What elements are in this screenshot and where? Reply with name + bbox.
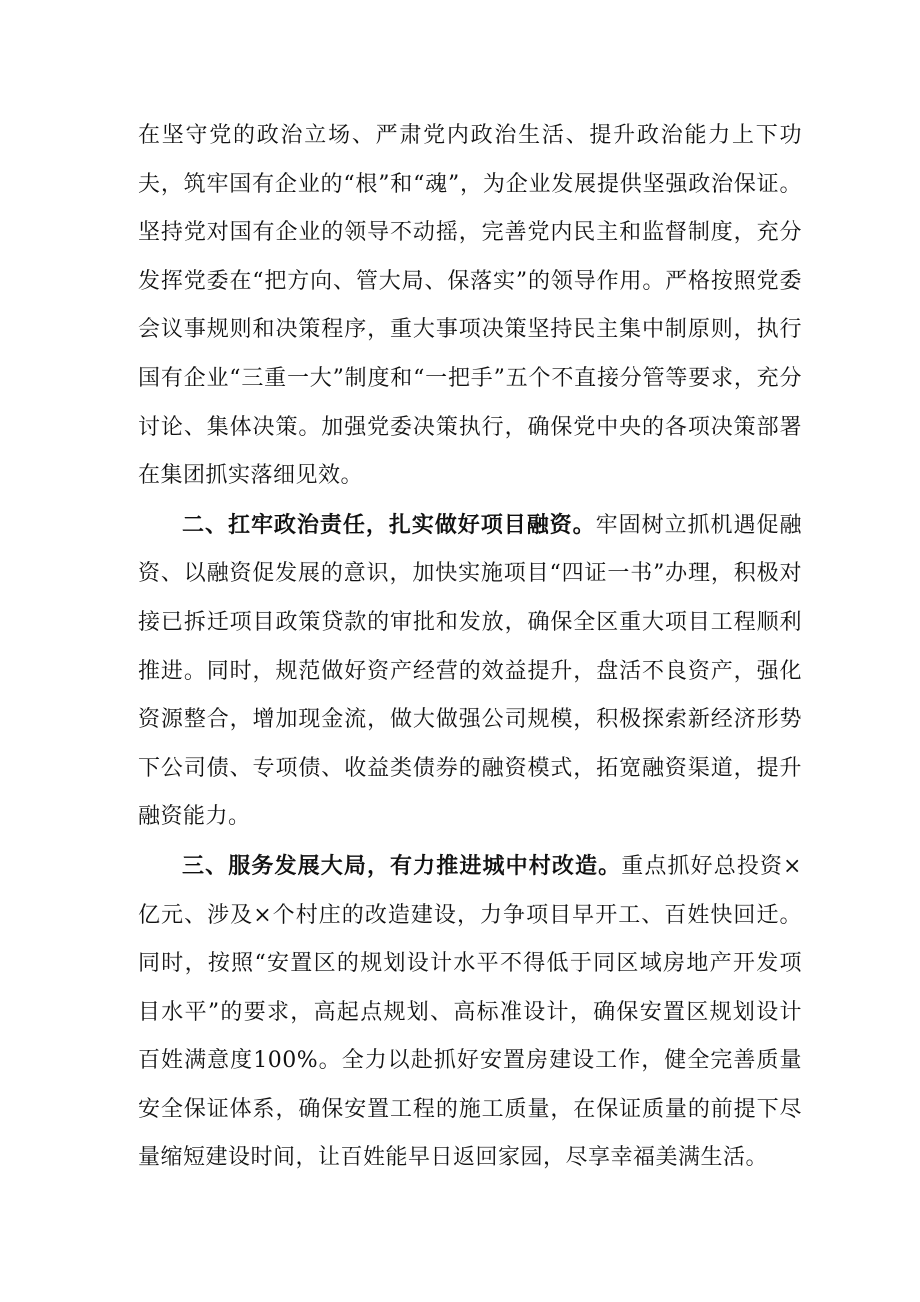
- paragraph-continuation: [138, 112, 802, 501]
- paragraph-section-three: [138, 842, 802, 1183]
- paragraph-text: 重点抓好总投资×亿元、涉及×个村庄的改造建设，力争项目早开工、百姓快回迁。同时，按照“安置区的规划设计水平不得低于同区域房地产开发项目水平”的要求，高起点规划、高标准设计，确保安置区规划设计百姓满意度100%。全力以赴抓好安置房建设工作，健全完善质量安全保证体系，确保安置工程的施工质量，在保证质量的前提下尽量缩短建设时间，让百姓能早日返回家园，尽享幸福美满生活。: [138, 853, 802, 1171]
- section-heading: 三、服务发展大局，有力推进城中村改造。: [182, 852, 622, 879]
- paragraph-section-two: [138, 501, 802, 842]
- paragraph-text: 牢固树立抓机遇促融资、以融资促发展的意识，加快实施项目“四证一书”办理，积极对接已拆迁项目政策贷款的审批和发放，确保全区重大项目工程顺利推进。同时，规范做好资产经营的效益提升，盘活不良资产，强化资源整合，增加现金流，做大做强公司规模，积极探索新经济形势下公司债、专项债、收益类债券的融资模式，拓宽融资渠道，提升融资能力。: [138, 512, 802, 830]
- document-body: [138, 112, 802, 1183]
- section-heading: 二、扛牢政治责任，扎实做好项目融资。: [182, 511, 596, 538]
- paragraph-text: 在坚守党的政治立场、严肃党内政治生活、提升政治能力上下功夫，筑牢国有企业的“根”和“魂”，为企业发展提供坚强政治保证。坚持党对国有企业的领导不动摇，完善党内民主和监督制度，充分发挥党委在“把方向、管大局、保落实”的领导作用。严格按照党委会议事规则和决策程序，重大事项决策坚持民主集中制原则，执行国有企业“三重一大”制度和“一把手”五个不直接分管等要求，充分讨论、集体决策。加强党委决策执行，确保党中央的各项决策部署在集团抓实落细见效。: [138, 123, 802, 489]
